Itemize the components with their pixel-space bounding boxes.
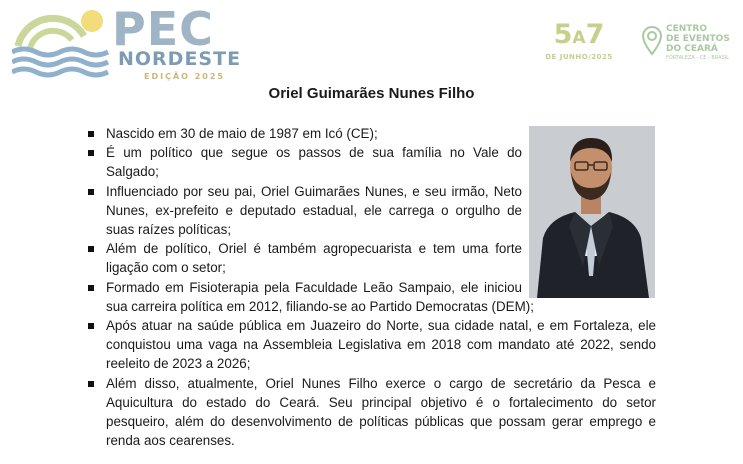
bio-bullet (86, 182, 656, 240)
venue-line-3: DO CEARÁ (666, 44, 718, 54)
bio-bullet (86, 278, 656, 316)
bio-bullet (86, 316, 656, 374)
bio-bullet-text: É um político que segue os passos de sua família no Vale do Salgado; (106, 145, 522, 180)
venue-logo (642, 24, 742, 68)
venue-line-1: CENTRO (666, 24, 708, 34)
bio-bullet-text: Após atuar na saúde pública em Juazeiro do Norte, sua cidade natal, e em Fortaleza, ele conquistou uma vaga na Assembleia Legislativa em 2018 com mandato até 2022, sendo reeleito de 2023 a 2026; (106, 318, 656, 372)
logo-edition-text: EDIÇÃO 2025 (144, 72, 225, 81)
event-day-from: 5 (553, 19, 573, 50)
bio-bullet (86, 374, 656, 451)
sun-waves-icon (12, 6, 112, 78)
bio-bullet-text: Formado em Fisioterapia pela Faculdade Leão Sampaio, ele iniciou sua carreira política em 2012, filiando-se ao Partido Democratas (DEM); (106, 279, 534, 314)
bio-bullet-text: Nascido em 30 de maio de 1987 em Icó (CE); (106, 126, 378, 141)
bio-bullet-text: Além de político, Oriel é também agropecuarista e tem uma forte ligação com o setor; (106, 241, 522, 276)
event-date (544, 20, 614, 70)
bio-bullet-text: Influenciado por seu pai, Oriel Guimarães Nunes, e seu irmão, Neto Nunes, ex-prefeito e deputado estadual, ele carrega o orgulho de suas raízes políticas; (106, 183, 522, 238)
venue-name (666, 24, 730, 54)
event-day-sep: A (572, 28, 586, 48)
bio-bullet (86, 143, 656, 181)
bio-bullet-list (86, 124, 656, 450)
bio-bullet (86, 239, 656, 277)
logo-nordeste-text: NORDESTE (118, 48, 242, 70)
bio-bullet-text: Além disso, atualmente, Oriel Nunes Filho exerce o cargo de secretário da Pesca e Aquicultura do estado do Ceará. Seu principal objetivo é o fortalecimento do setor pesqueiro, além do desenvolvimento de políticas públicas que possam gerar emprego e renda aos cearenses. (106, 375, 656, 449)
pec-nordeste-logo (12, 2, 242, 82)
event-day-to: 7 (585, 19, 605, 50)
page-title: Oriel Guimarães Nunes Filho (268, 85, 475, 102)
bio-bullet (86, 124, 656, 143)
map-pin-icon (642, 26, 662, 56)
venue-city: FORTALEZA - CE - BRASIL (666, 55, 729, 61)
event-month: DE JUNHO/2025 (545, 53, 613, 61)
logo-pec-text: PEC (112, 2, 214, 56)
venue-line-2: DE EVENTOS (666, 34, 730, 44)
